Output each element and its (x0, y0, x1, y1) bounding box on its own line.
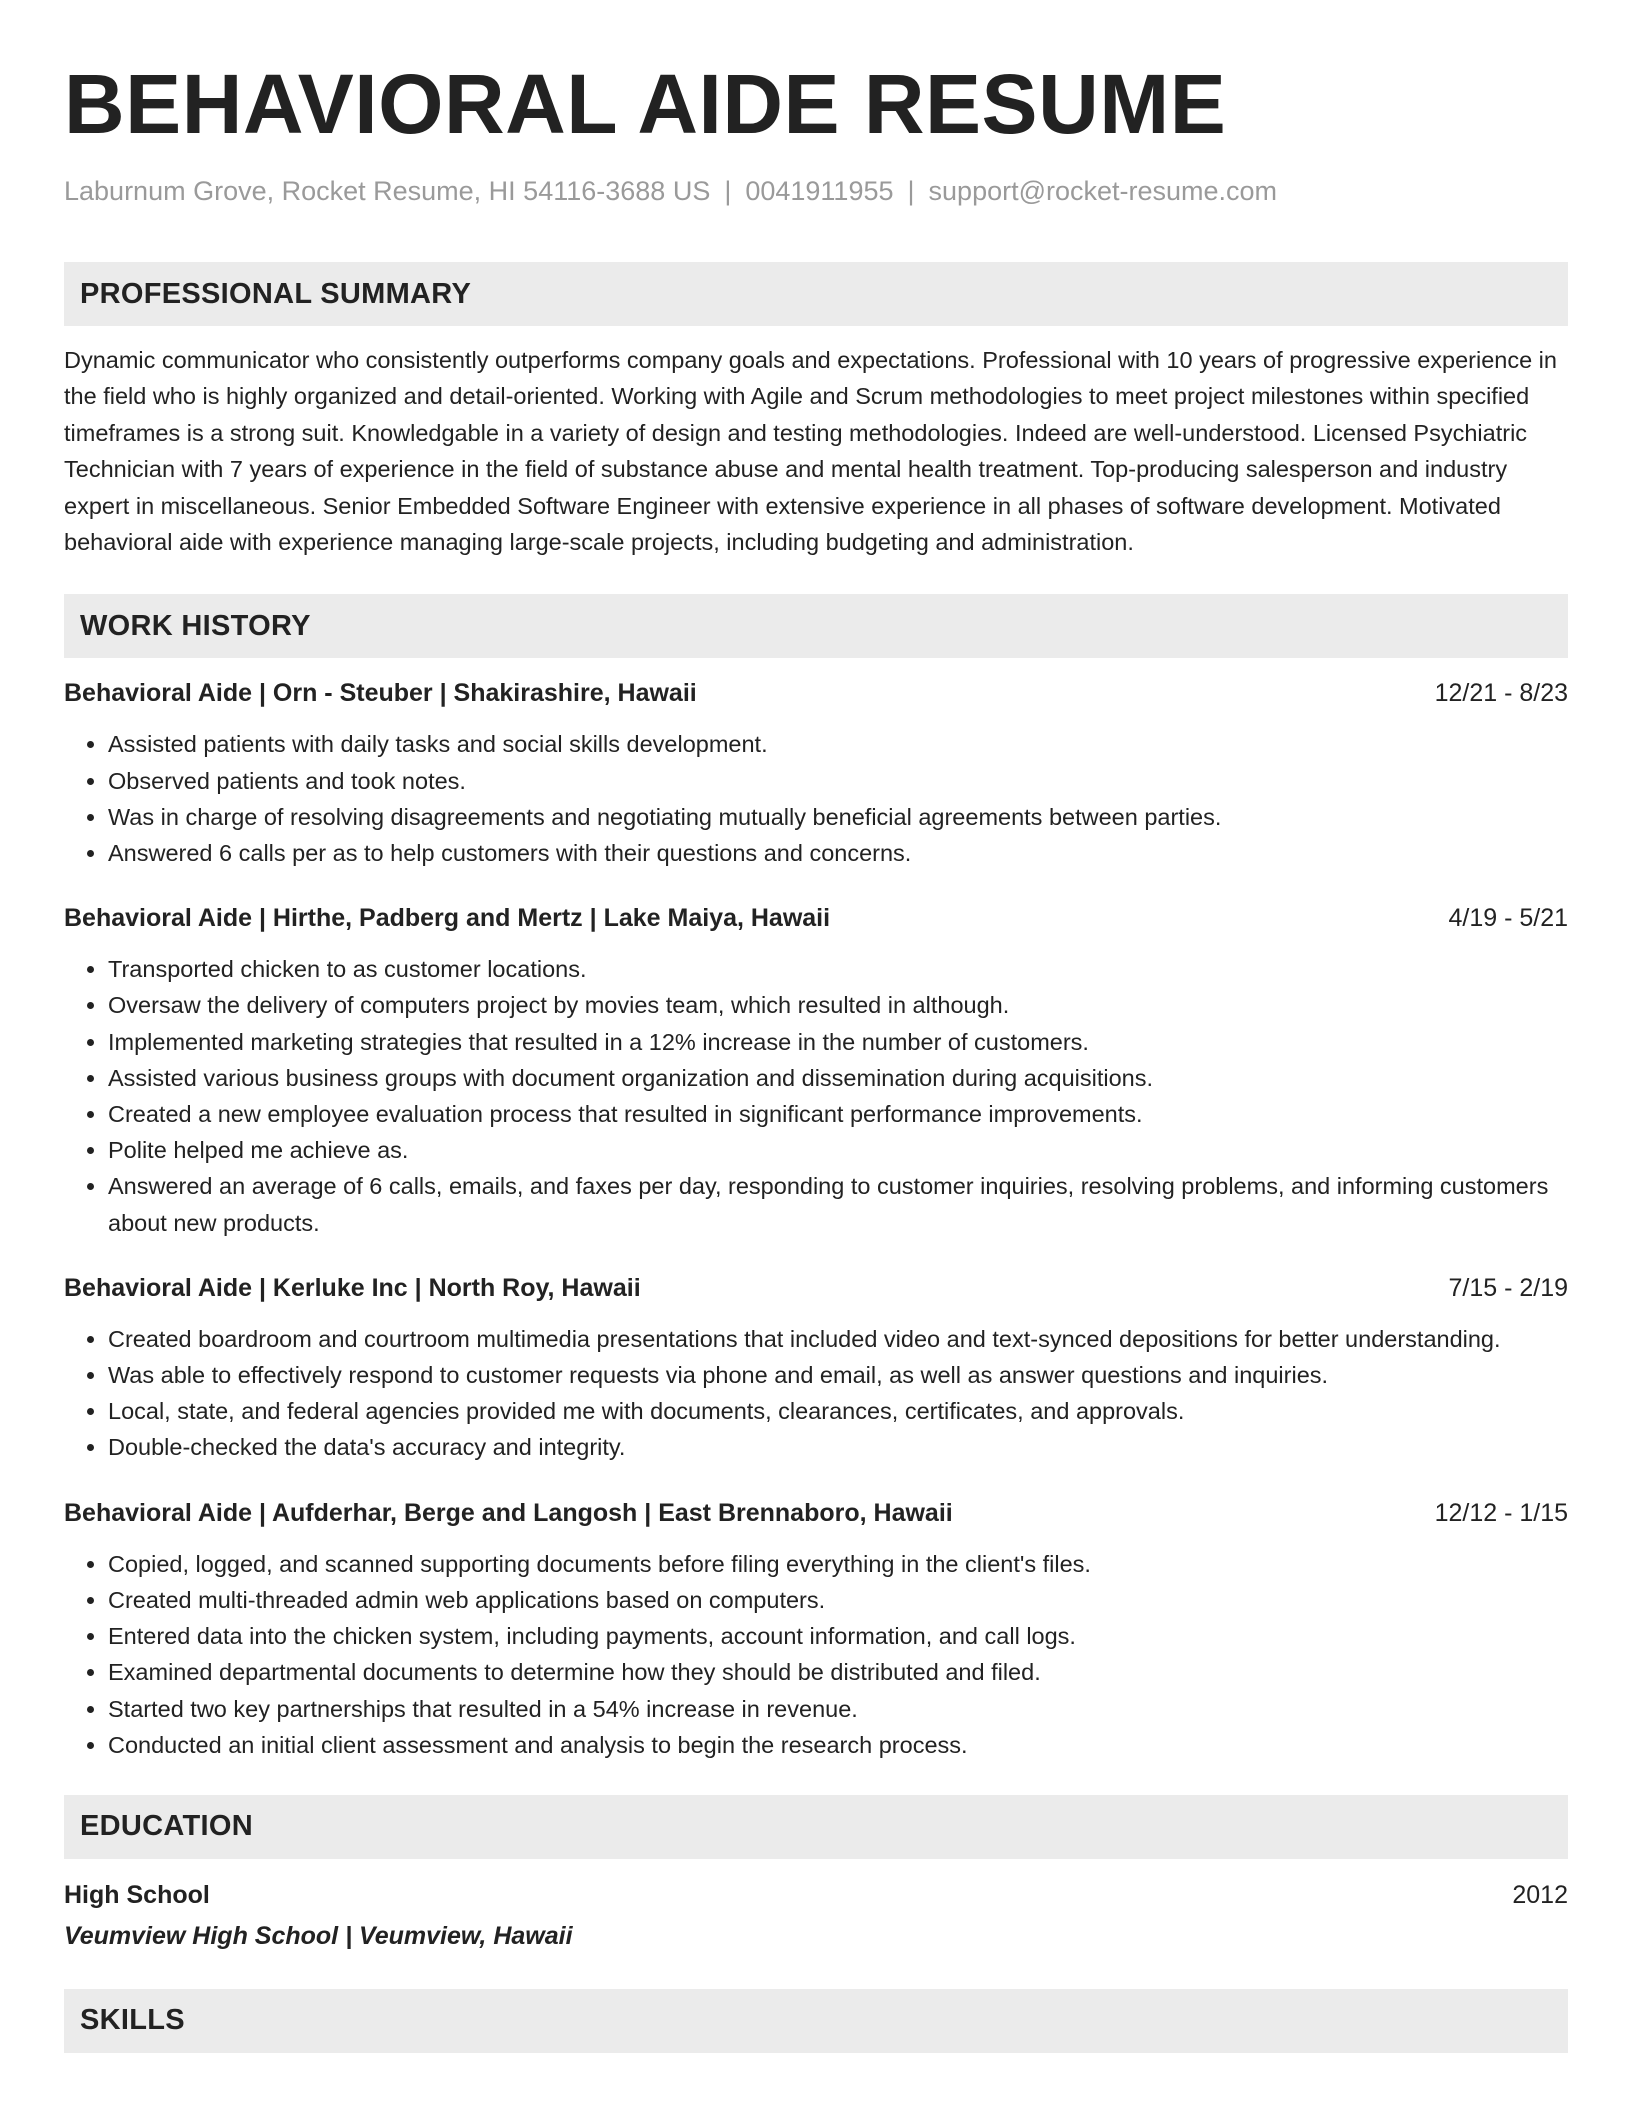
job-bullet: • Conducted an initial client assessment and analysis to begin the research process. (108, 1727, 1568, 1763)
education-header (64, 1877, 1568, 1913)
job-dates: 12/21 - 8/23 (1434, 679, 1568, 708)
job-bullets (64, 726, 1568, 871)
job-entry (64, 1271, 1568, 1466)
education-degree: High School (64, 1880, 210, 1909)
job-bullet: • Was able to effectively respond to customer requests via phone and email, as well as answer questions and inquiries. (108, 1357, 1568, 1393)
job-bullet: • Was in charge of resolving disagreements and negotiating mutually beneficial agreements between parties. (108, 799, 1568, 835)
job-entry (64, 1496, 1568, 1763)
contact-line (64, 174, 1568, 208)
job-bullet: • Polite helped me achieve as. (108, 1132, 1568, 1168)
education-year: 2012 (1512, 1880, 1568, 1909)
job-bullet: • Created boardroom and courtroom multimedia presentations that included video and text-synced depositions for better understanding. (108, 1321, 1568, 1357)
job-title: Behavioral Aide | Aufderhar, Berge and Langosh | East Brennaboro, Hawaii (64, 1498, 953, 1527)
job-bullet: • Double-checked the data's accuracy and integrity. (108, 1429, 1568, 1465)
job-bullet: • Answered an average of 6 calls, emails, and faxes per day, responding to customer inquiries, resolving problems, and informing customers about new products. (108, 1168, 1568, 1240)
job-bullet: • Created multi-threaded admin web applications based on computers. (108, 1582, 1568, 1618)
section-header-summary: PROFESSIONAL SUMMARY (64, 262, 1568, 326)
job-bullet: • Transported chicken to as customer locations. (108, 951, 1568, 987)
job-bullet: • Answered 6 calls per as to help customers with their questions and concerns. (108, 835, 1568, 871)
job-bullet: • Assisted various business groups with document organization and dissemination during acquisitions. (108, 1060, 1568, 1096)
contact-email: support@rocket-resume.com (928, 176, 1278, 206)
contact-separator: | (907, 176, 915, 206)
contact-address: Laburnum Grove, Rocket Resume, HI 54116-3688 US (64, 176, 711, 206)
job-entry (64, 676, 1568, 871)
job-dates: 12/12 - 1/15 (1434, 1498, 1568, 1527)
job-dates: 7/15 - 2/19 (1448, 1273, 1568, 1302)
job-bullets (64, 1321, 1568, 1466)
job-header (64, 676, 1568, 710)
job-bullet: • Implemented marketing strategies that resulted in a 12% increase in the number of customers. (108, 1024, 1568, 1060)
section-header-skills: SKILLS (64, 1989, 1568, 2053)
job-bullet: • Observed patients and took notes. (108, 763, 1568, 799)
job-bullet: • Examined departmental documents to determine how they should be distributed and filed. (108, 1654, 1568, 1690)
job-header (64, 901, 1568, 935)
job-header (64, 1496, 1568, 1530)
job-title: Behavioral Aide | Orn - Steuber | Shakirashire, Hawaii (64, 679, 697, 708)
job-bullet: • Created a new employee evaluation process that resulted in significant performance improvements. (108, 1096, 1568, 1132)
summary-text: Dynamic communicator who consistently outperforms company goals and expectations. Professional with 10 years of progressive experience in the field who is highly organized and detail-oriented. Working with Agile and Scrum methodologies to meet project milestones within specified timeframes is a strong suit. Knowledgable in a variety of design and testing methodologies. Indeed are well-understood. Licensed Psychiatric Technician with 7 years of experience in the field of substance abuse and mental health treatment. Top-producing salesperson and industry expert in miscellaneous. Senior Embedded Software Engineer with extensive experience in all phases of software development. Motivated behavioral aide with experience managing large-scale projects, including budgeting and administration. (64, 347, 1557, 556)
job-bullet: • Entered data into the chicken system, including payments, account information, and call logs. (108, 1618, 1568, 1654)
job-entry (64, 901, 1568, 1241)
job-title: Behavioral Aide | Hirthe, Padberg and Mertz | Lake Maiya, Hawaii (64, 904, 831, 933)
job-bullet: • Copied, logged, and scanned supporting documents before filing everything in the client's files. (108, 1546, 1568, 1582)
contact-phone: 0041911955 (745, 176, 894, 206)
job-bullet: • Oversaw the delivery of computers project by movies team, which resulted in although. (108, 987, 1568, 1023)
job-dates: 4/19 - 5/21 (1448, 904, 1568, 933)
job-bullets (64, 1546, 1568, 1763)
contact-separator: | (724, 176, 732, 206)
education-school: Veumview High School | Veumview, Hawaii (64, 1921, 573, 1950)
job-bullets (64, 951, 1568, 1241)
job-bullet: • Started two key partnerships that resulted in a 54% increase in revenue. (108, 1691, 1568, 1727)
section-header-work-history: WORK HISTORY (64, 594, 1568, 658)
resume-title: BEHAVIORAL AIDE RESUME (64, 57, 1227, 151)
job-bullet: • Local, state, and federal agencies provided me with documents, clearances, certificates, and approvals. (108, 1393, 1568, 1429)
job-bullet: • Assisted patients with daily tasks and social skills development. (108, 726, 1568, 762)
job-title: Behavioral Aide | Kerluke Inc | North Roy, Hawaii (64, 1273, 641, 1302)
section-header-education: EDUCATION (64, 1795, 1568, 1859)
job-header (64, 1271, 1568, 1305)
